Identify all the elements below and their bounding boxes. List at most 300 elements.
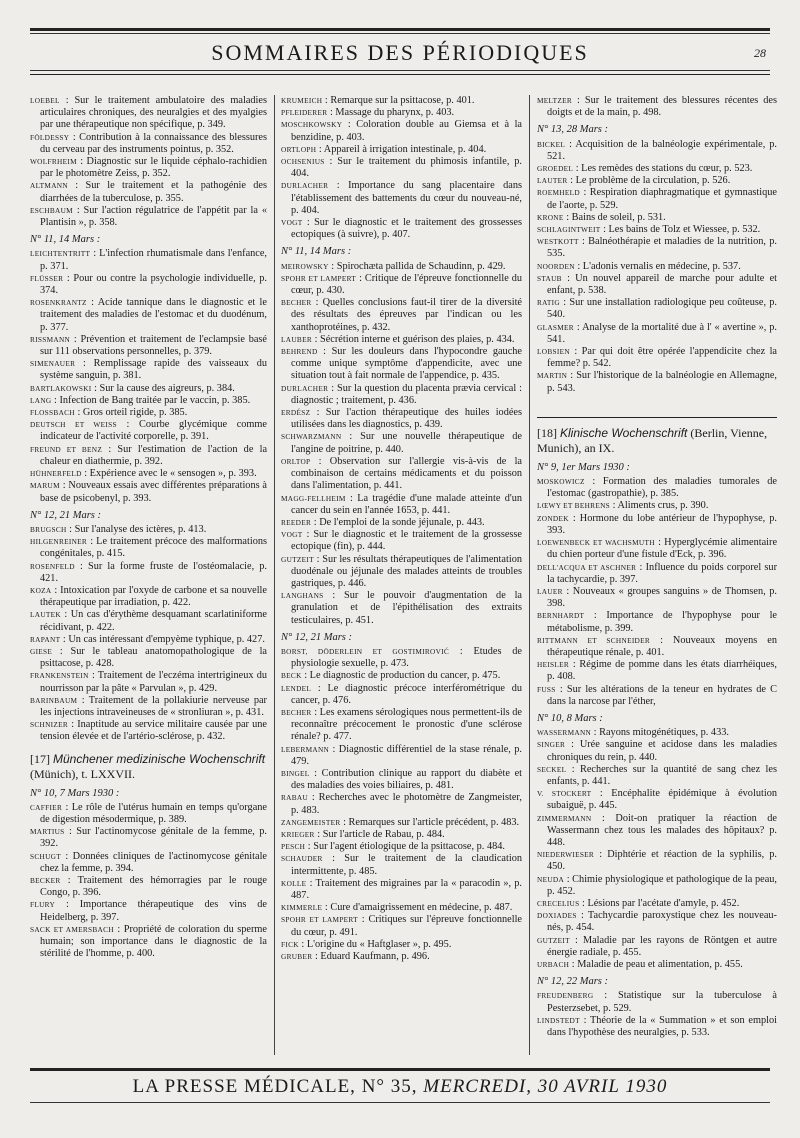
article-title: : Un nouvel appareil de marche pour adulte et enfant, p. 538. <box>547 272 777 297</box>
header-rule-2 <box>30 74 770 75</box>
article-entry <box>281 707 522 744</box>
article-author: LEICHTENTRITT <box>30 249 91 259</box>
article-author: PFLEIDERER <box>281 108 328 118</box>
article-title: : Cure d'amaigrissement en médecine, p. 487. <box>324 902 513 914</box>
article-title: : Traitement des migraines par la « paracodin », p. 487. <box>291 877 522 901</box>
article-title: : Quelles conclusions faut-il tirer de la diversité des résultats des épreuves par l'indican ou les xanthoprotéines, p. 432. <box>291 297 522 333</box>
article-title: : Les remèdes des stations du cœur, p. 523. <box>575 163 753 175</box>
article-author: LOBSIEN <box>537 347 570 357</box>
article-title: : Sur le pouvoir d'augmentation de la granulation et de l'épithélisation des extraits testiculaires, p. 451. <box>291 590 522 626</box>
issue-number: N° 35, <box>361 1076 418 1097</box>
article-entry <box>537 990 777 1014</box>
article-author: DELL'ACQUA ET ASCHNER <box>537 562 637 572</box>
article-author: BECKER <box>30 875 61 885</box>
entry-list <box>537 476 777 708</box>
article-title: : Pour ou contre la psychologie individuelle, p. 374. <box>40 272 267 297</box>
column-2 <box>281 95 522 1065</box>
article-entry <box>281 829 522 841</box>
article-author: BRUGSCH <box>30 524 67 534</box>
article-title: : Intoxication par l'oxyde de carbone et sa nouvelle thérapeutique par irradiation, p. 422. <box>40 584 267 609</box>
article-entry <box>30 156 267 180</box>
article-title: : Etudes de physiologie sexuelle, p. 473. <box>291 645 522 670</box>
journal-heading <box>537 426 777 456</box>
article-title: : Bains de soleil, p. 531. <box>566 211 666 223</box>
article-entry <box>281 529 522 553</box>
article-entry <box>281 217 522 241</box>
article-title: : Contribution à la connaissance des blessures du cerveau par des instruments pointus, p. 352. <box>40 131 267 155</box>
article-author: MAGG-FELLHEIM <box>281 493 346 503</box>
article-author: WOLFRHEIM <box>30 157 77 167</box>
entry-list <box>30 248 267 504</box>
article-author: HILGENREINER <box>30 537 88 547</box>
article-entry <box>281 334 522 346</box>
article-entry <box>537 659 777 683</box>
article-title: : Le problème de la circulation, p. 526. <box>570 175 731 187</box>
article-author: GROEDEL <box>537 164 574 174</box>
article-author: LINDSTEDT <box>537 1015 580 1025</box>
article-entry <box>30 875 267 899</box>
article-entry <box>537 849 777 873</box>
article-entry <box>281 119 522 143</box>
article-title: : Sur le tableau anatomopathologique de la psittacose, p. 428. <box>40 645 267 670</box>
entry-list <box>537 727 777 971</box>
article-entry <box>30 419 267 443</box>
article-author: PESCH <box>281 842 306 852</box>
article-title: : Importance de l'hypophyse pour le métabolisme, p. 399. <box>547 610 777 634</box>
article-title: : Sur les résultats thérapeutiques de l'alimentation duodénale ou jéjunale des malades atteints de troubles gastriques, p. 446. <box>291 553 522 589</box>
article-entry <box>537 476 777 500</box>
article-title: : Le rôle de l'utérus humain en temps qu'organe de digestion mésodermique, p. 389. <box>40 801 267 825</box>
article-entry <box>281 744 522 768</box>
article-author: LŒWY ET BEHRENS <box>537 501 611 511</box>
article-title: : Sur une nouvelle thérapeutique de l'angine de poitrine, p. 440. <box>291 431 522 455</box>
article-title: : Sur l'actinomycose génitale de la femme, p. 392. <box>40 826 267 850</box>
article-title: : Rayons mitogénétiques, p. 433. <box>593 727 729 739</box>
article-title: : Sur les douleurs dans l'hypocondre gauche comme unique symptôme d'appendicite, avec une situation tout à fait normale de l'appendice, p. 435. <box>291 346 522 382</box>
article-title: : La tragédie d'une malade atteinte d'un cancer du sein en l'année 1653, p. 441. <box>291 492 522 516</box>
entry-list <box>30 95 267 229</box>
article-author: LEBERMANN <box>281 744 330 754</box>
top-rule <box>30 28 770 31</box>
article-title: : Coloration double au Giemsa et à la benzidine, p. 403. <box>291 119 522 143</box>
article-entry <box>30 851 267 875</box>
article-entry <box>30 802 267 826</box>
article-entry <box>281 407 522 431</box>
article-title: : Hormone du lobe antérieur de l'hypophyse, p. 393. <box>547 512 777 536</box>
article-title: : Spirochæta pallida de Schaudinn, p. 429. <box>331 260 506 272</box>
article-entry <box>537 236 777 260</box>
article-entry <box>281 683 522 707</box>
article-title: : Sur l'action régulatrice de l'appétit par la « Plantisin », p. 358. <box>40 204 267 229</box>
article-author: ERDÉSZ <box>281 408 311 418</box>
article-author: WASSERMANN <box>537 728 592 738</box>
article-title: : Nouveaux essais avec différentes préparations à base de psicobenyl, p. 393. <box>40 480 267 504</box>
article-entry <box>537 163 777 175</box>
issue-heading: N° 12, 21 Mars : <box>281 631 352 643</box>
article-title: : Théorie de la « Summation » et son emploi dans l'hypothèse des neuralgies, p. 533. <box>547 1014 777 1039</box>
article-entry <box>537 727 777 739</box>
article-entry <box>537 212 777 224</box>
article-entry <box>30 407 267 419</box>
article-author: BORST, DÖDERLEIN ET GOSTIMIROVIĆ <box>281 646 450 656</box>
article-author: MARUM <box>30 481 60 491</box>
article-author: SPOHR ET LAMPERT <box>281 273 357 283</box>
article-title: : Sur l'historique de la balnéologie en Allemagne, p. 543. <box>547 370 777 394</box>
article-author: CRECELIUS <box>537 898 580 908</box>
article-entry <box>281 456 522 493</box>
entry-list <box>30 524 267 744</box>
article-title: : Un cas d'érythème desquamant scarlatiniforme récidivant, p. 422. <box>40 609 267 633</box>
article-title: : Sur le traitement des blessures récentes des doigts et de la main, p. 498. <box>547 95 777 119</box>
column-3 <box>537 95 777 1065</box>
article-title: : Nouveaux moyens en thérapeutique rénale, p. 401. <box>547 634 777 658</box>
article-entry <box>281 180 522 217</box>
page-number: 28 <box>754 46 766 60</box>
article-entry <box>30 634 267 646</box>
article-title: : Diagnostic différentiel de la stase rénale, p. 479. <box>291 743 522 767</box>
article-author: HÜHNERFELD <box>30 469 82 479</box>
article-title: : Sécrétion interne et guérison des plaies, p. 434. <box>314 333 515 345</box>
article-title: : Le traitement précoce des malformations congénitales, p. 415. <box>40 536 267 560</box>
article-author: GRUBER <box>281 952 313 962</box>
article-entry <box>30 646 267 670</box>
article-author: BECK <box>281 671 302 681</box>
article-entry <box>537 739 777 763</box>
article-author: FLOSSBACH <box>30 408 75 418</box>
article-author: NIEDERWIESER <box>537 850 595 860</box>
article-author: KRUMEICH <box>281 96 323 105</box>
article-author: SCHNIZER <box>30 720 69 730</box>
article-author: SACK ET AMERSBACH <box>30 924 114 934</box>
article-author: SPOHR ET LAMPERT <box>281 915 358 925</box>
article-entry <box>30 205 267 229</box>
article-title: : Régime de pomme dans les états diarrhéiques, p. 408. <box>547 659 777 683</box>
article-title: : Expérience avec le « sensogen », p. 393. <box>84 468 257 480</box>
article-entry <box>281 792 522 816</box>
article-author: SECKEL <box>537 764 567 774</box>
article-author: KRONE <box>537 212 564 222</box>
article-title: : Doit-on pratiquer la réaction de Wassermann chez tous les malades des hôpitaux? p. 448. <box>547 812 777 848</box>
page-title: SOMMAIRES DES PÉRIODIQUES <box>211 40 589 65</box>
entry-list <box>281 646 522 963</box>
article-entry <box>30 695 267 719</box>
article-title: : Traitement de la pollakiurie nerveuse par les injections intraveineuses de « stronliuran », p. 431. <box>40 694 267 718</box>
article-entry <box>281 817 522 829</box>
article-author: LAUTEK <box>30 610 61 620</box>
article-author: FREUDENBERG <box>537 991 594 1001</box>
article-entry <box>537 95 777 119</box>
article-entry <box>537 370 777 394</box>
article-author: HEISLER <box>537 660 570 670</box>
article-entry <box>281 156 522 180</box>
article-title: : Remarque sur la psittacose, p. 401. <box>324 95 475 106</box>
article-entry <box>537 513 777 537</box>
article-title: : Sur la question du placenta prævia cervical : diagnostic ; traitement, p. 436. <box>291 382 522 406</box>
article-author: FRANKENSTEIN <box>30 671 89 681</box>
article-entry <box>30 585 267 609</box>
article-title: : Remplissage rapide des vaisseaux du système sanguin, p. 381. <box>40 358 267 382</box>
article-author: CAFFIER <box>30 802 63 812</box>
publication-name: LA PRESSE MÉDICALE, <box>132 1076 356 1097</box>
article-title: : Remarques sur l'article précédent, p. 483. <box>343 816 520 828</box>
article-author: ROEMHELD <box>537 188 580 198</box>
journal-place: (Berlin, Vienne, Munich), an IX. <box>537 425 768 455</box>
column-divider <box>529 95 530 1055</box>
article-entry <box>537 139 777 163</box>
article-title: : Données cliniques de l'actinomycose génitale chez la femme, p. 394. <box>40 850 267 874</box>
article-title: : Diagnostic sur le liquide céphalo-rachidien par le photomètre Zeiss, p. 352. <box>40 156 267 180</box>
article-title: : Sur le traitement ambulatoire des maladies articulaires chroniques, des neuralgies et des myalgies par une thérapeutique non spécifique, p. 349. <box>40 95 267 131</box>
article-author: MOSKOWICZ <box>537 477 585 487</box>
article-title: : Respiration diaphragmatique et gymnastique de l'aorte, p. 529. <box>547 187 777 211</box>
article-title: : Maladie par les rayons de Röntgen et autre énergie radiale, p. 455. <box>547 934 777 958</box>
article-author: ORLTOP <box>281 456 311 466</box>
article-author: ROSENKRANTZ <box>30 298 87 308</box>
entry-list <box>281 95 522 241</box>
article-author: RATIG <box>537 298 560 308</box>
article-entry <box>281 383 522 407</box>
article-author: BECHER <box>281 298 312 308</box>
article-author: OCHSENIUS <box>281 157 325 167</box>
article-title: : De l'emploi de la sonde jéjunale, p. 443. <box>313 516 485 528</box>
article-title: : Analyse de la mortalité due à l' « avertine », p. 541. <box>547 321 777 345</box>
header-rule <box>30 70 770 71</box>
issue-heading: N° 10, 8 Mars : <box>537 712 603 724</box>
article-entry <box>537 684 777 708</box>
issue-heading: N° 9, 1er Mars 1930 : <box>537 461 630 473</box>
article-author: BARINBAUM <box>30 695 78 705</box>
article-title: : Sur la cause des aigreurs, p. 384. <box>94 382 235 394</box>
article-entry <box>30 297 267 334</box>
article-entry <box>537 586 777 610</box>
article-entry <box>281 853 522 877</box>
article-author: LAUTER <box>537 176 568 186</box>
article-entry <box>281 590 522 627</box>
article-author: KIMMERLE <box>281 903 323 913</box>
issue-heading: N° 11, 14 Mars : <box>281 246 352 258</box>
article-author: GUTZEIT <box>281 554 314 564</box>
article-title: : Importance du sang placentaire dans l'établissement des battements du cœur du nouveau-né, p. 404. <box>291 180 522 216</box>
article-entry <box>281 107 522 119</box>
article-author: VOGT <box>281 530 303 540</box>
article-title: : Eduard Kaufmann, p. 496. <box>314 951 430 963</box>
article-author: ZONDEK <box>537 513 569 523</box>
article-title: : Aliments crus, p. 390. <box>612 500 709 512</box>
article-title: : Sur le traitement du phimosis infantile, p. 404. <box>291 156 522 180</box>
journal-number: [17] <box>30 751 50 766</box>
article-author: FÖLDESSY <box>30 132 70 142</box>
article-author: SCHLAGINTWEIT <box>537 225 601 235</box>
article-entry <box>281 517 522 529</box>
article-title: : Appareil à irrigation intestinale, p. 404. <box>318 143 487 155</box>
article-entry <box>537 273 777 297</box>
entry-list <box>30 802 267 961</box>
article-entry <box>537 187 777 211</box>
article-author: REEDER <box>281 517 312 527</box>
article-entry <box>30 536 267 560</box>
entry-list <box>281 261 522 627</box>
article-author: BICKEL <box>537 139 566 149</box>
article-title: : Urée sanguine et acidose dans les maladies chroniques du rein, p. 440. <box>547 739 777 763</box>
article-entry <box>281 554 522 591</box>
article-author: BINGEL <box>281 768 310 778</box>
article-entry <box>30 524 267 536</box>
article-title: : Gros orteil rigide, p. 385. <box>77 407 188 419</box>
article-title: : Sur le diagnostic et le traitement des grossesses ectopiques (à suivre), p. 407. <box>291 217 522 241</box>
article-entry <box>537 935 777 959</box>
article-entry <box>281 346 522 383</box>
article-author: BARTLAKOWSKI <box>30 383 92 393</box>
article-entry <box>30 670 267 694</box>
article-title: : Propriété de coloration du sperme humain; son importance dans le diagnostic de la stérilité de l'homme, p. 400. <box>40 923 267 960</box>
article-entry <box>537 610 777 634</box>
article-author: SIMENAUER <box>30 359 76 369</box>
article-title: : Sur l'action thérapeutique des huiles iodées utilisées dans les diagnostics, p. 439. <box>291 407 522 431</box>
article-entry <box>281 297 522 334</box>
issue-heading: N° 11, 14 Mars : <box>30 234 101 246</box>
article-entry <box>537 788 777 812</box>
article-author: SCHAUDER <box>281 854 323 864</box>
article-title: : Influence du poids corporel sur la tachycardie, p. 397. <box>547 561 777 585</box>
entry-list <box>537 990 777 1039</box>
article-author: SCHUGT <box>30 851 61 861</box>
article-entry <box>281 646 522 670</box>
article-entry <box>281 841 522 853</box>
article-entry <box>537 1015 777 1039</box>
article-title: : Chimie physiologique et pathologique de la peau, p. 452. <box>547 873 777 897</box>
article-author: DURLACHER <box>281 383 329 393</box>
article-title: : Formation des maladies tumorales de l'estomac (gastropathie), p. 385. <box>547 476 777 500</box>
article-author: GLASMER <box>537 322 574 332</box>
article-author: BERNHARDT <box>537 611 585 621</box>
article-title: : Diphtérie et réaction de la syphilis, p. 450. <box>547 849 777 873</box>
article-author: DURLACHER <box>281 181 329 191</box>
column-1 <box>30 95 267 1065</box>
article-author: ALTMANN <box>30 181 68 191</box>
article-author: KRIEGER <box>281 829 315 839</box>
article-author: RABAU <box>281 793 309 803</box>
article-entry <box>30 180 267 204</box>
article-entry <box>281 902 522 914</box>
article-title: : Sur l'estimation de l'action de la chaleur en diathermie, p. 392. <box>40 443 267 467</box>
article-entry <box>537 910 777 934</box>
article-title: : Contribution clinique au rapport du diabète et des maladies des voies biliaires, p. 481. <box>291 767 522 792</box>
article-author: LOEBEL <box>30 96 60 105</box>
article-author: V. STOCKERT <box>537 789 592 799</box>
article-title: : Tachycardie paroxystique chez les nouveau-nés, p. 454. <box>547 910 777 934</box>
article-author: LAUBER <box>281 334 312 344</box>
article-title: : Critiques sur l'épreuve fonctionnelle du cœur, p. 491. <box>291 914 522 938</box>
article-author: LENDEL <box>281 683 312 693</box>
article-title: : Les examens sérologiques nous permettent-ils de reconnaître précocement le pronostic d'une sclérose rénale? p. 477. <box>291 706 522 743</box>
article-author: NOORDEN <box>537 261 575 271</box>
article-author: FLURY <box>30 900 56 910</box>
article-entry <box>537 500 777 512</box>
entry-list <box>537 139 777 395</box>
article-entry <box>30 383 267 395</box>
article-author: GIESE <box>30 646 53 656</box>
section-rule <box>537 417 777 418</box>
article-entry <box>30 395 267 407</box>
article-entry <box>281 670 522 682</box>
article-author: RAPANT <box>30 634 61 644</box>
article-author: ROSENFELD <box>30 561 75 571</box>
article-entry <box>537 874 777 898</box>
article-entry <box>281 95 522 107</box>
article-title: : Massage du pharynx, p. 403. <box>329 107 455 119</box>
article-entry <box>30 609 267 633</box>
article-author: VOGT <box>281 218 303 228</box>
article-author: LANG <box>30 395 52 405</box>
article-author: ZANGEMEISTER <box>281 817 341 827</box>
article-title: : Traitement de l'eczéma intertrigineux du nourrisson par la pâte « Parvulan », p. 429. <box>40 670 267 694</box>
article-title: : Importance thérapeutique des vins de Heidelberg, p. 397. <box>40 899 267 923</box>
article-title: : Sur le traitement et la pathogénie des diarrhées de la tuberculose, p. 355. <box>40 180 267 204</box>
article-author: URBACH <box>537 960 570 969</box>
article-entry <box>281 261 522 273</box>
article-entry <box>537 261 777 273</box>
article-entry <box>537 224 777 236</box>
footer-rule-thin <box>30 1102 770 1103</box>
article-title: : Inaptitude au service militaire causée par une tension élevée et de l'artério-sclérose, p. 432. <box>40 719 267 743</box>
article-entry <box>30 826 267 850</box>
column-divider <box>274 95 275 1055</box>
article-title: : L'infection rhumatismale dans l'enfance, p. 371. <box>40 248 267 272</box>
article-title: : Acquisition de la balnéologie expérimentale, p. 521. <box>547 138 777 162</box>
article-title: : Un cas intéressant d'empyème typhique, p. 427. <box>62 633 265 645</box>
article-entry <box>537 346 777 370</box>
article-author: RITTMANN ET SCHNEIDER <box>537 635 651 645</box>
article-author: LOEWENBECK ET WACHSMUTH <box>537 538 655 548</box>
article-author: FLÜSSER <box>30 273 64 283</box>
article-title: : Sur l'agent étiologique de la psittacose, p. 484. <box>307 841 505 853</box>
article-entry <box>537 297 777 321</box>
article-entry <box>537 635 777 659</box>
article-title: : Sur l'article de Rabau, p. 484. <box>317 828 445 840</box>
article-entry <box>30 334 267 358</box>
article-title: : Balnéothérapie et maladies de la nutrition, p. 535. <box>547 236 777 260</box>
article-author: DEUTSCH ET WEISS <box>30 420 117 430</box>
article-author: RISSMANN <box>30 334 71 344</box>
article-author: FICK <box>281 939 299 949</box>
article-author: SCHWARZMANN <box>281 432 342 442</box>
article-author: BECHER <box>281 707 312 717</box>
article-title: : Sur le diagnostic et le traitement de la grossesse ectopique (fin), p. 444. <box>291 529 522 553</box>
article-author: WESTKOTT <box>537 237 579 247</box>
article-title: : Recherches sur la quantité de sang chez les enfants, p. 441. <box>547 763 777 787</box>
article-author: ZIMMERMANN <box>537 813 592 823</box>
journal-number: [18] <box>537 425 557 440</box>
article-title: : Sur le traitement de la claudication intermittente, p. 485. <box>291 853 522 877</box>
article-entry <box>30 924 267 961</box>
top-rule-thin <box>30 33 770 34</box>
article-author: ESCHBAUM <box>30 205 73 215</box>
article-title: : Nouveaux « groupes sanguins » de Thomsen, p. 398. <box>547 585 777 610</box>
article-title: : L'adonis vernalis en médecine, p. 537. <box>577 260 741 272</box>
article-author: MARTIN <box>537 371 568 381</box>
article-entry <box>281 951 522 963</box>
article-entry <box>537 562 777 586</box>
article-title: : Recherches avec le photomètre de Zangmeister, p. 483. <box>291 792 522 816</box>
article-title: : Courbe glycémique comme indicateur de l'activité corporelle, p. 391. <box>40 419 267 443</box>
article-title: : Sur une installation radiologique peu coûteuse, p. 540. <box>547 297 777 321</box>
issue-heading: N° 13, 28 Mars : <box>537 124 608 136</box>
article-author: MELTZER <box>537 96 573 105</box>
article-entry <box>537 764 777 788</box>
article-author: GUTZEIT <box>537 935 570 945</box>
issue-heading: N° 10, 7 Mars 1930 : <box>30 787 120 799</box>
article-title: : Acide tannique dans le diagnostic et le traitement des maladies de l'estomac et du duodénum, p. 377. <box>40 297 267 333</box>
